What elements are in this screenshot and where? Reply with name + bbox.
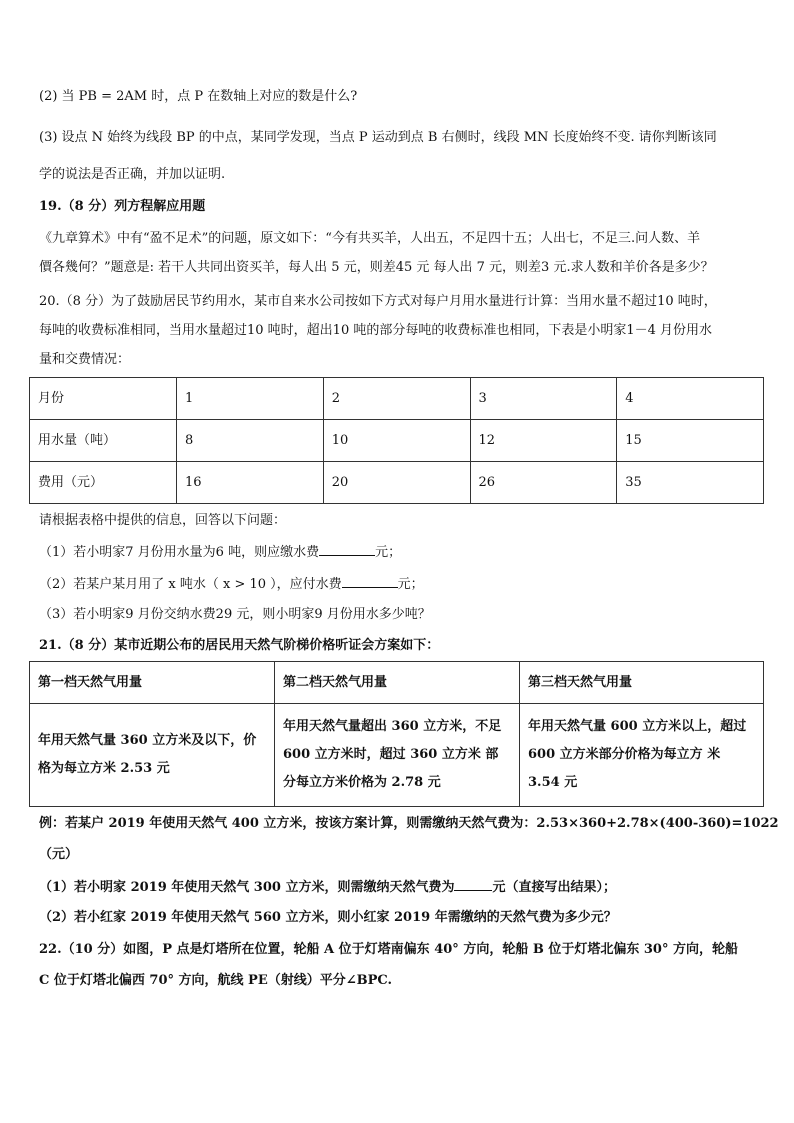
table-cell [520,704,764,807]
answer-blank[interactable] [342,575,398,588]
q20-prompt: 请根据表格中提供的信息，回答以下问题： [39,513,287,528]
table-cell: 费用（元） [30,462,177,504]
table-row [30,462,764,504]
table-cell [275,704,520,807]
table-cell: 15 [617,420,764,462]
q21-s1-text: （1）若小明家 2019 年使用天然气 300 立方米，则需缴纳天然气费为 [39,880,455,895]
q22-line1: 22.（10 分）如图，P 点是灯塔所在位置，轮船 A 位于灯塔南偏东 40° 方向，轮船 B 位于灯塔北偏东 30° 方向，轮船 [39,942,738,957]
table-cell: 35 [617,462,764,504]
answer-blank[interactable] [454,878,492,891]
q19-line2: 價各幾何？”题意是: 若干人共同出资买羊，每人出 5 元，则差45 元 每人出 7 元，则差3 元.求人数和羊价各是多少？ [39,260,714,275]
table-header-cell: 第三档天然气用量 [520,662,764,704]
cell-line: 600 立方米时，超过 360 立方米 部 [283,747,499,762]
table-cell: 月份 [30,378,177,420]
table-row [30,420,764,462]
table-row [30,704,764,807]
answer-blank[interactable] [319,543,375,556]
q21-heading: 21.（8 分）某市近期公布的居民用天然气阶梯价格听证会方案如下： [39,638,440,653]
q22-line2: C 位于灯塔北偏西 70° 方向，航线 PE（射线）平分∠BPC. [39,973,393,988]
table-cell: 12 [470,420,617,462]
table-header-cell: 第一档天然气用量 [30,662,275,704]
table-cell: 用水量（吨） [30,420,177,462]
water-fee-table [29,377,764,504]
table-cell: 16 [177,462,324,504]
table-row [30,662,764,704]
q20-s2-suffix: 元； [397,577,424,592]
q20-s1-suffix: 元； [375,545,402,560]
cell-line: 年用天然气量超出 360 立方米，不足 [283,719,502,734]
q20-subquestion-3: （3）若小明家9 月份交纳水费29 元，则小明家9 月份用水多少吨？ [39,607,431,622]
q21-subquestion-2: （2）若小红家 2019 年使用天然气 560 立方米，则小红家 2019 年需缴纳的天然气费为多少元？ [39,910,617,925]
q20-line1: 20.（8 分）为了鼓励居民节约用水，某市自来水公司按如下方式对每户月用水量进行计算：当用水量不超过10 吨时， [39,294,717,309]
q19-heading: 19.（8 分）列方程解应用题 [39,199,206,214]
q20-s2-text: （2）若某户某月用了 x 吨水（ x > 10 ），应付水费 [39,577,342,592]
q20-line2: 每吨的收费标准相同，当用水量超过10 吨时，超出10 吨的部分每吨的收费标准也相同，下表是小明家1－4 月份用水 [39,323,713,338]
table-cell: 1 [177,378,324,420]
cell-line: 3.54 元 [528,775,578,790]
q18-part3-line1: (3) 设点 N 始终为线段 BP 的中点，某同学发现，当点 P 运动到点 B 右侧时，线段 MN 长度始终不变. 请你判断该同 [39,130,717,145]
q20-subquestion-2 [39,575,764,594]
table-cell: 8 [177,420,324,462]
cell-line: 分每立方米价格为 2.78 元 [283,775,441,790]
table-cell [30,704,275,807]
table-header-cell: 第二档天然气用量 [275,662,520,704]
q20-subquestion-1 [39,543,764,562]
gas-price-table [29,661,764,807]
cell-line: 年用天然气量 360 立方米及以下，价 [38,733,257,748]
cell-line: 年用天然气量 600 立方米以上，超过 [528,719,747,734]
cell-line: 600 立方米部分价格为每立方 米 [528,747,721,762]
table-cell: 26 [470,462,617,504]
q21-example-line1: 例：若某户 2019 年使用天然气 400 立方米，按该方案计算，则需缴纳天然气费为：2.53×360+2.78×(400-360)=1022 [39,816,779,831]
table-row [30,378,764,420]
q18-part3-line2: 学的说法是否正确，并加以证明. [39,167,226,182]
q21-s1-suffix: 元（直接写出结果）； [492,880,616,895]
table-cell: 3 [470,378,617,420]
q19-line1: 《九章算术》中有“盈不足术”的问题，原文如下：“今有共买羊，人出五，不足四十五；人出七，不足三.问人数、羊 [39,231,701,246]
table-cell: 2 [323,378,470,420]
q21-example-line2: （元） [39,847,79,862]
q20-s1-text: （1）若小明家7 月份用水量为6 吨，则应缴水费 [39,545,320,560]
q21-subquestion-1 [39,878,764,897]
cell-line: 格为每立方米 2.53 元 [38,761,170,776]
table-cell: 10 [323,420,470,462]
q20-line3: 量和交费情况： [39,352,131,367]
q18-part2: (2) 当 PB = 2AM 时，点 P 在数轴上对应的数是什么? [39,89,358,104]
table-cell: 4 [617,378,764,420]
table-cell: 20 [323,462,470,504]
